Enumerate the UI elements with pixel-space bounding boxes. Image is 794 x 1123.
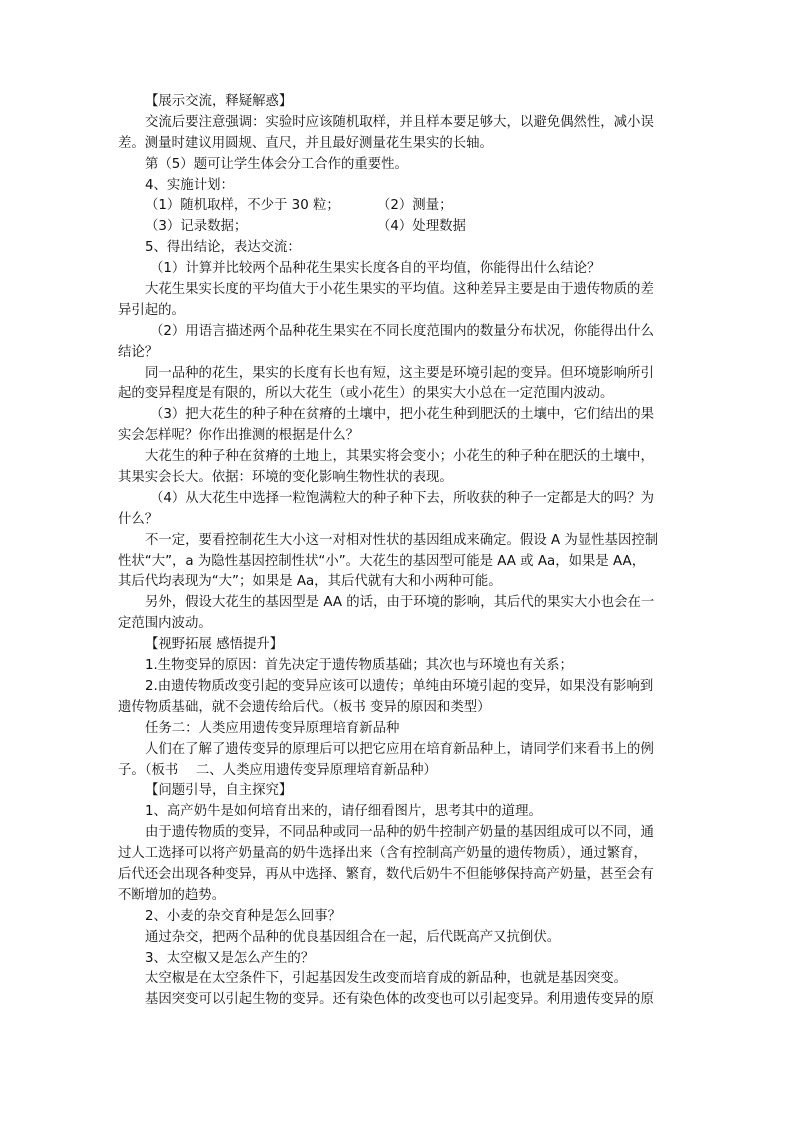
text-line: 太空椒是在太空条件下，引起基因发生改变而培育成的新品种，也就是基因突变。	[145, 971, 628, 987]
text-line: 子。（板书 二、人类应用遗传变异原理培育新品种）	[118, 762, 437, 778]
text-line: 异引起的。	[118, 302, 185, 318]
text-line: 其后代均表现为“大”；如果是 Aa，其后代就有大和小两种可能。	[118, 574, 502, 590]
text-line: （1）计算并比较两个品种花生果实长度各自的平均值，你能得出什么结论？	[150, 261, 601, 277]
text-line: 过人工选择可以将产奶量高的奶牛选择出来（含有控制高产奶量的遗传物质），通过繁育，	[118, 846, 647, 862]
text-line: （3）把大花生的种子种在贫瘠的土壤中，把小花生种到肥沃的土壤中，它们结出的果	[150, 407, 654, 423]
text-line: 任务二：人类应用遗传变异原理培育新品种	[145, 720, 400, 736]
text-line: 【展示交流，释疑解惑】	[145, 94, 293, 109]
text-line: 人们在了解了遗传变异的原理后可以把它应用在培育新品种上，请同学们来看书上的例	[145, 741, 654, 757]
text-line: 2.由遗传物质改变引起的变异应该可以遗传；单纯由环境引起的变异，如果没有影响到	[145, 678, 654, 694]
text-line: 遗传物质基础，就不会遗传给后代。（板书 变异的原因和类型）	[118, 699, 491, 715]
text-line: 其果实会长大。依据：环境的变化影响生物性状的表现。	[118, 470, 453, 486]
text-line: 大花生的种子种在贫瘠的土地上，其果实将会变小；小花生的种子种在肥沃的土壤中，	[145, 449, 654, 465]
text-line: 大花生果实长度的平均值大于小花生果实的平均值。这种差异主要是由于遗传物质的差	[145, 282, 654, 298]
text-line: 【问题引导，自主探究】	[145, 783, 293, 799]
text-line: 由于遗传物质的变异，不同品种或同一品种的奶牛控制产奶量的基因组成可以不同，通	[145, 825, 654, 841]
text-column: （3）记录数据；	[145, 219, 248, 235]
text-line: 起的变异程度是有限的，所以大花生（或小花生）的果实大小总在一定范围内波动。	[118, 386, 614, 402]
text-line: 后代还会出现各种变异，再从中选择、繁育，数代后奶牛不但能够保持高产奶量，甚至会有	[118, 866, 654, 882]
text-line: 4、实施计划：	[145, 177, 234, 193]
text-line: 不一定，要看控制花生大小这一对相对性状的基因组成来确定。假设 A 为显性基因控制	[145, 532, 659, 548]
text-column: （4）处理数据	[377, 219, 466, 235]
text-line: 另外，假设大花生的基因型是 AA 的话，由于环境的影响，其后代的果实大小也会在一	[145, 595, 655, 611]
text-line	[118, 217, 676, 238]
text-line: 1.生物变异的原因：首先决定于遗传物质基础；其次也与环境也有关系；	[145, 658, 573, 674]
text-line: 不断增加的趋势。	[118, 887, 226, 903]
text-line: 同一品种的花生，果实的长度有长也有短，这主要是环境引起的变异。但环境影响所引	[145, 365, 654, 381]
text-column: （1）随机取样，不少于 30 粒；	[145, 198, 340, 214]
text-line: 1、高产奶牛是如何培育出来的，请仔细看图片，思考其中的道理。	[145, 804, 542, 820]
text-line: 【视野拓展 感悟提升】	[145, 637, 284, 653]
text-line: 什么？	[118, 511, 159, 527]
text-line: 5、得出结论，表达交流：	[145, 240, 301, 256]
text-line: 3、太空椒又是怎么产生的？	[145, 950, 315, 966]
text-line: 第（5）题可让学生体会分工合作的重要性。	[145, 156, 408, 172]
text-line: （4）从大花生中选择一粒饱满粒大的种子种下去，所收获的种子一定都是大的吗？为	[150, 490, 654, 506]
text-line: 性状“大”，a 为隐性基因控制性状“小”。大花生的基因型可能是 AA 或 Aa，如果是 AA，	[118, 553, 646, 569]
text-line: 差。测量时建议用圆规、直尺，并且最好测量花生果实的长轴。	[118, 135, 493, 151]
text-line: 2、小麦的杂交育种是怎么回事？	[145, 908, 341, 924]
text-line: 基因突变可以引起生物的变异。还有染色体的改变也可以引起变异。利用遗传变异的原	[145, 992, 654, 1008]
text-line: 通过杂交，把两个品种的优良基因组合在一起，后代既高产又抗倒伏。	[145, 929, 561, 945]
text-line: 交流后要注意强调：实验时应该随机取样，并且样本要足够大，以避免偶然性，减小误	[145, 114, 654, 130]
text-line	[118, 196, 676, 217]
text-line: 定范围内波动。	[118, 616, 212, 632]
text-line: （2）用语言描述两个品种花生果实在不同长度范围内的数量分布状况，你能得出什么	[150, 323, 654, 339]
text-column: （2）测量；	[377, 198, 453, 214]
text-line: 结论？	[118, 344, 159, 360]
text-line: 实会怎样呢？你作出推测的根据是什么？	[118, 428, 360, 444]
